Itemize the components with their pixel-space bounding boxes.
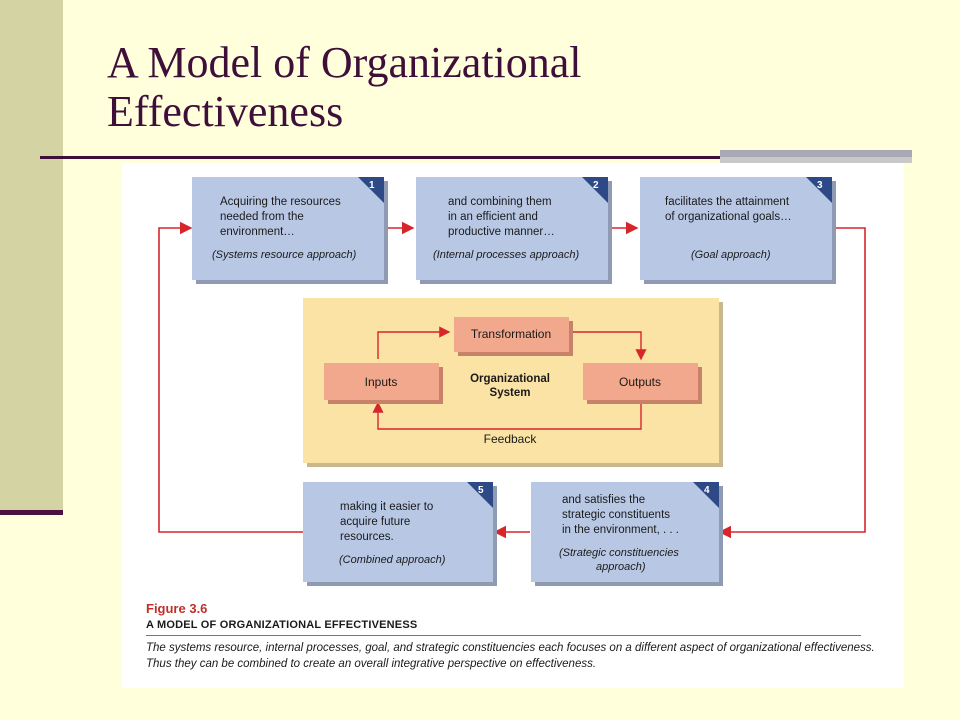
step-5-line-2: acquire future — [340, 516, 411, 528]
transformation-box — [454, 317, 573, 356]
slide-title-line2: Effectiveness — [107, 87, 344, 136]
figure-image — [122, 163, 904, 688]
step-2-approach: (Internal processes approach) — [433, 249, 580, 261]
step-box-2 — [416, 177, 612, 284]
figure-caption-body: The systems resource, internal processes, goal, and strategic constituencies each focuses on a different aspect of organizational effectiveness. Thus they can be combined to create an overall integrative perspective on effectiveness. — [146, 642, 875, 670]
slide-title — [107, 38, 582, 136]
left-accent-bar — [0, 0, 63, 510]
step-5-approach: (Combined approach) — [339, 554, 446, 566]
caption-divider — [146, 635, 861, 636]
organizational-system-label-2: System — [489, 387, 531, 399]
outputs-box — [583, 363, 702, 404]
step-5-line-3: resources. — [340, 531, 394, 543]
step-1-line-3: environment… — [220, 226, 295, 238]
step-4-line-1: and satisfies the — [562, 494, 646, 506]
step-1-approach: (Systems resource approach) — [212, 249, 357, 261]
step-4-number: 4 — [704, 485, 710, 496]
step-3-line-2: of organizational goals… — [665, 211, 792, 223]
step-5-number: 5 — [478, 485, 484, 496]
step-1-line-1: Acquiring the resources — [220, 196, 341, 208]
step-2-number: 2 — [593, 180, 599, 191]
step-box-5 — [303, 482, 497, 586]
step-box-4 — [531, 482, 723, 586]
step-4-line-2: strategic constituents — [562, 509, 671, 521]
step-1-line-2: needed from the — [220, 211, 304, 223]
transformation-label: Transformation — [470, 327, 552, 341]
title-rule-accent — [720, 150, 912, 157]
outputs-label: Outputs — [618, 375, 662, 389]
step-4-approach-2: approach) — [596, 561, 646, 573]
title-underline — [40, 156, 722, 159]
slide-title-line1: A Model of Organizational — [107, 38, 582, 87]
step-3-line-1: facilitates the attainment — [665, 196, 790, 208]
organizational-system-label-1: Organizational — [470, 373, 550, 385]
step-2-line-2: in an efficient and — [448, 211, 538, 223]
step-2-line-3: productive manner… — [448, 226, 555, 238]
figure-label: Figure 3.6 — [146, 601, 208, 616]
step-3-number: 3 — [817, 180, 823, 191]
step-box-3 — [640, 177, 836, 284]
inputs-box — [324, 363, 443, 404]
step-5-line-1: making it easier to — [340, 501, 434, 513]
step-box-1 — [192, 177, 388, 284]
feedback-label: Feedback — [483, 432, 537, 446]
step-2-line-1: and combining them — [448, 196, 552, 208]
organizational-system-panel — [303, 298, 723, 467]
step-3-approach: (Goal approach) — [691, 249, 771, 261]
effectiveness-diagram — [122, 163, 904, 593]
inputs-label: Inputs — [364, 375, 398, 389]
step-4-approach-1: (Strategic constituencies — [559, 547, 679, 559]
step-1-number: 1 — [369, 180, 375, 191]
figure-title: A MODEL OF ORGANIZATIONAL EFFECTIVENESS — [146, 619, 418, 631]
step-4-line-3: in the environment, . . . — [562, 524, 679, 536]
left-accent-line — [0, 510, 63, 515]
